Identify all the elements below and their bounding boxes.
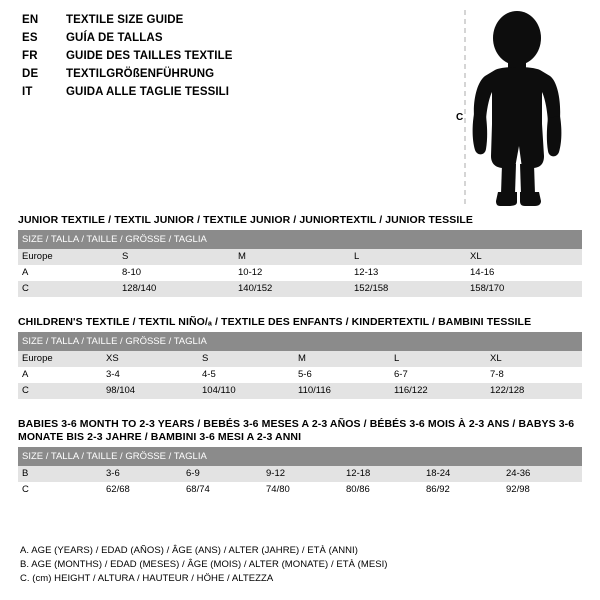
cell: 7-8: [486, 367, 582, 383]
band-label: SIZE / TALLA / TAILLE / GRÖSSE / TAGLIA: [18, 230, 582, 249]
row-label: A: [18, 367, 102, 383]
cell: 74/80: [262, 482, 342, 498]
cell: XL: [486, 351, 582, 367]
table-row: [18, 367, 582, 383]
language-row: [22, 50, 402, 68]
cell: M: [234, 249, 350, 265]
cell: 9-12: [262, 466, 342, 482]
size-table-junior: [18, 230, 582, 297]
table-row: [18, 265, 582, 281]
cell: 3-4: [102, 367, 198, 383]
table-row: [18, 466, 582, 482]
footnote-c: C. (cm) HEIGHT / ALTURA / HAUTEUR / HÖHE / ALTEZZA: [20, 573, 274, 584]
cell: 92/98: [502, 482, 582, 498]
footnote-a: A. AGE (YEARS) / EDAD (AÑOS) / ÂGE (ANS) / ALTER (JAHRE) / ETÀ (ANNI): [20, 545, 358, 556]
row-label: A: [18, 265, 118, 281]
footnotes: [20, 544, 580, 586]
language-header: [22, 14, 402, 104]
cell: M: [294, 351, 390, 367]
cell: 62/68: [102, 482, 182, 498]
size-table-babies: [18, 447, 582, 498]
child-silhouette-figure: [440, 6, 590, 206]
row-label: Europe: [18, 249, 118, 265]
cell: 24-36: [502, 466, 582, 482]
language-text: GUÍA DE TALLAS: [66, 32, 163, 44]
cell: 116/122: [390, 383, 486, 399]
language-code: ES: [22, 32, 38, 44]
cell: 98/104: [102, 383, 198, 399]
cell: 8-10: [118, 265, 234, 281]
height-label-c: C: [456, 112, 464, 123]
cell: 80/86: [342, 482, 422, 498]
table-row: [18, 281, 582, 297]
table-band-header: [18, 447, 582, 466]
language-code: EN: [22, 14, 39, 26]
cell: L: [390, 351, 486, 367]
table-row: [18, 383, 582, 399]
cell: XL: [466, 249, 582, 265]
language-text: TEXTILE SIZE GUIDE: [66, 14, 184, 26]
table-row: [18, 351, 582, 367]
cell: 18-24: [422, 466, 502, 482]
band-label: SIZE / TALLA / TAILLE / GRÖSSE / TAGLIA: [18, 332, 582, 351]
cell: 86/92: [422, 482, 502, 498]
cell: 152/158: [350, 281, 466, 297]
language-row: [22, 32, 402, 50]
table-row: [18, 482, 582, 498]
language-row: [22, 68, 402, 86]
cell: XS: [102, 351, 198, 367]
cell: 128/140: [118, 281, 234, 297]
row-label: C: [18, 482, 102, 498]
row-label: C: [18, 383, 102, 399]
cell: 12-13: [350, 265, 466, 281]
table-row: [18, 249, 582, 265]
table-band-header: [18, 230, 582, 249]
cell: 4-5: [198, 367, 294, 383]
size-table-children: [18, 332, 582, 399]
child-silhouette-icon: [440, 6, 590, 211]
band-label: SIZE / TALLA / TAILLE / GRÖSSE / TAGLIA: [18, 447, 582, 466]
cell: 6-7: [390, 367, 486, 383]
cell: L: [350, 249, 466, 265]
section-title: JUNIOR TEXTILE / TEXTIL JUNIOR / TEXTILE JUNIOR / JUNIORTEXTIL / JUNIOR TESSILE: [18, 214, 473, 226]
row-label: Europe: [18, 351, 102, 367]
section-title: CHILDREN'S TEXTILE / TEXTIL NIÑO/ₐ / TEXTILE DES ENFANTS / KINDERTEXTIL / BAMBINI TESSILE: [18, 316, 532, 328]
cell: 122/128: [486, 383, 582, 399]
cell: 104/110: [198, 383, 294, 399]
cell: 68/74: [182, 482, 262, 498]
row-label: B: [18, 466, 102, 482]
language-code: IT: [22, 86, 33, 98]
language-text: TEXTILGRÖßENFÜHRUNG: [66, 68, 215, 80]
section-children: [18, 316, 582, 399]
section-title: BABIES 3-6 MONTH TO 2-3 YEARS / BEBÉS 3-6 MESES A 2-3 AÑOS / BÉBÉS 3-6 MOIS À 2-3 ANS / BABYS 3-6 MONATE BIS 2-3 JAHRE / BAMBINI 3-6 MESI A 2-3 ANNI: [18, 418, 575, 443]
cell: S: [118, 249, 234, 265]
section-babies: [18, 418, 582, 498]
table-band-header: [18, 332, 582, 351]
footnote-b: B. AGE (MONTHS) / EDAD (MESES) / ÂGE (MOIS) / ALTER (MONATE) / ETÀ (MESI): [20, 559, 388, 570]
language-text: GUIDA ALLE TAGLIE TESSILI: [66, 86, 230, 98]
cell: 14-16: [466, 265, 582, 281]
cell: 6-9: [182, 466, 262, 482]
language-code: DE: [22, 68, 39, 80]
language-row: [22, 86, 402, 104]
cell: 10-12: [234, 265, 350, 281]
row-label: C: [18, 281, 118, 297]
cell: 140/152: [234, 281, 350, 297]
section-junior: [18, 214, 582, 297]
cell: 110/116: [294, 383, 390, 399]
cell: 12-18: [342, 466, 422, 482]
cell: 3-6: [102, 466, 182, 482]
cell: S: [198, 351, 294, 367]
cell: 158/170: [466, 281, 582, 297]
language-text: GUIDE DES TAILLES TEXTILE: [66, 50, 233, 62]
cell: 5-6: [294, 367, 390, 383]
language-code: FR: [22, 50, 38, 62]
language-row: [22, 14, 402, 32]
